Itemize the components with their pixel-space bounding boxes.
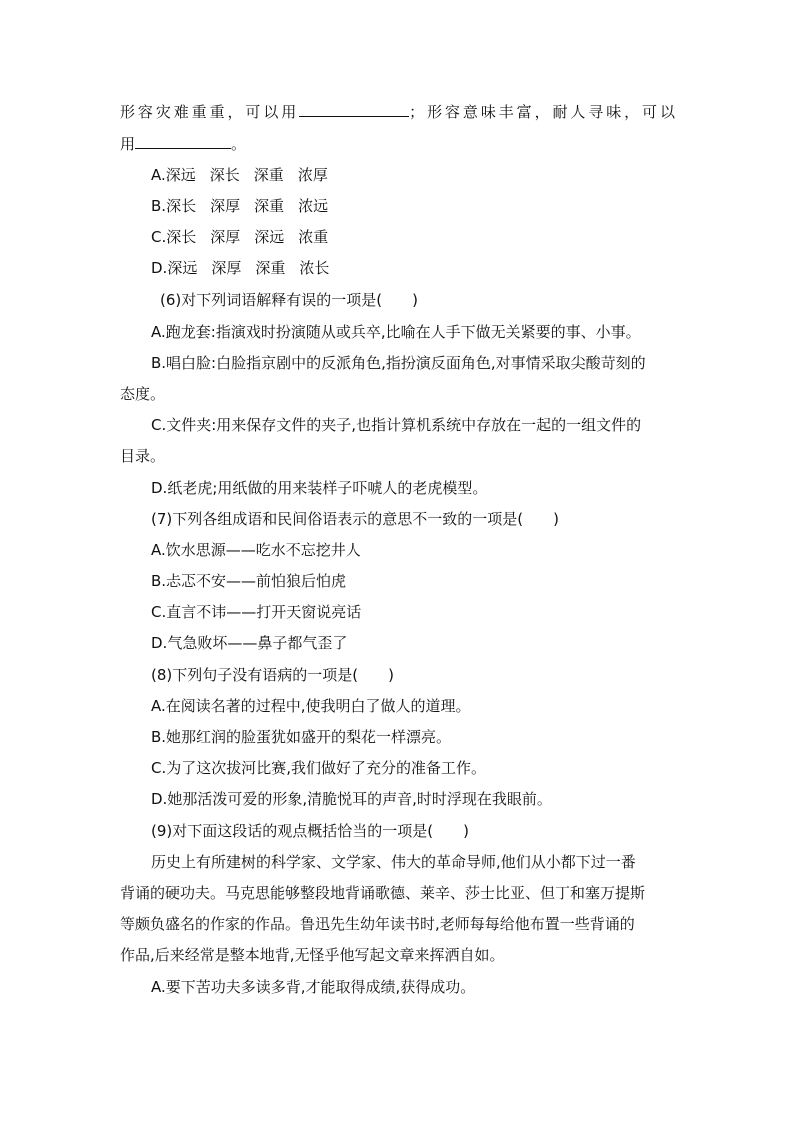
- q6-option-c: C.文件夹:用来保存文件的夹子,也指计算机系统中存放在一起的一组文件的: [151, 416, 642, 434]
- q6-option-d: D.纸老虎;用纸做的用来装样子吓唬人的老虎模型。: [151, 479, 488, 497]
- q6-stem: (6)对下列词语解释有误的一项是( ): [160, 291, 418, 309]
- q8-stem: (8)下列句子没有语病的一项是( ): [151, 666, 394, 684]
- q5-option-d: D.深远 深厚 深重 浓长: [151, 259, 330, 277]
- fill-in-line-2: [120, 133, 675, 155]
- q6-option-b-cont: 态度。: [120, 385, 166, 403]
- fill-in-line-1: [120, 101, 675, 123]
- q9-passage-line: 背诵的硬功夫。马克思能够整段地背诵歌德、莱辛、莎士比亚、但丁和塞万提斯: [120, 884, 646, 902]
- q7-option-a: A.饮水思源——吃水不忘挖井人: [151, 541, 361, 559]
- fill-in-text: 形容灾难重重，可以用: [120, 103, 300, 121]
- q9-passage-line: 等颇负盛名的作家的作品。鲁迅先生幼年读书时,老师每每给他布置一些背诵的: [120, 915, 635, 933]
- q7-option-b: B.忐忑不安——前怕狼后怕虎: [151, 572, 347, 590]
- fill-in-text: 用: [120, 135, 136, 153]
- q9-passage-line: 历史上有所建树的科学家、文学家、伟大的革命导师,他们从小都下过一番: [151, 853, 636, 871]
- q8-option-b: B.她那红润的脸蛋犹如盛开的梨花一样漂亮。: [151, 728, 452, 746]
- q8-option-a: A.在阅读名著的过程中,使我明白了做人的道理。: [151, 697, 471, 715]
- q5-option-b: B.深长 深厚 深重 浓远: [151, 197, 329, 215]
- q7-option-c: C.直言不讳——打开天窗说亮话: [151, 603, 362, 621]
- q6-option-b: B.唱白脸:白脸指京剧中的反派角色,指扮演反面角色,对事情采取尖酸苛刻的: [151, 354, 646, 372]
- q9-option-a: A.要下苦功夫多读多背,才能取得成绩,获得成功。: [151, 978, 476, 996]
- fill-in-text: ；形容意味丰富，耐人寻味，可以: [409, 103, 675, 121]
- q6-option-c-cont: 目录。: [120, 447, 166, 465]
- q5-option-a: A.深远 深长 深重 浓厚: [151, 166, 328, 184]
- answer-blank: [299, 101, 409, 117]
- q9-passage-line: 作品,后来经常是整本地背,无怪乎他写起文章来挥洒自如。: [120, 946, 505, 964]
- q8-option-d: D.她那活泼可爱的形象,清脆悦耳的声音,时时浮现在我眼前。: [151, 790, 552, 808]
- q9-stem: (9)对下面这段话的观点概括恰当的一项是( ): [151, 822, 469, 840]
- q7-option-d: D.气急败坏——鼻子都气歪了: [151, 634, 348, 652]
- answer-blank: [135, 133, 231, 149]
- q7-stem: (7)下列各组成语和民间俗语表示的意思不一致的一项是( ): [151, 510, 559, 528]
- q6-option-a: A.跑龙套:指演戏时扮演随从或兵卒,比喻在人手下做无关紧要的事、小事。: [151, 323, 641, 341]
- q5-option-c: C.深长 深厚 深远 浓重: [151, 228, 329, 246]
- fill-in-text: 。: [231, 135, 247, 153]
- q8-option-c: C.为了这次拔河比赛,我们做好了充分的准备工作。: [151, 759, 487, 777]
